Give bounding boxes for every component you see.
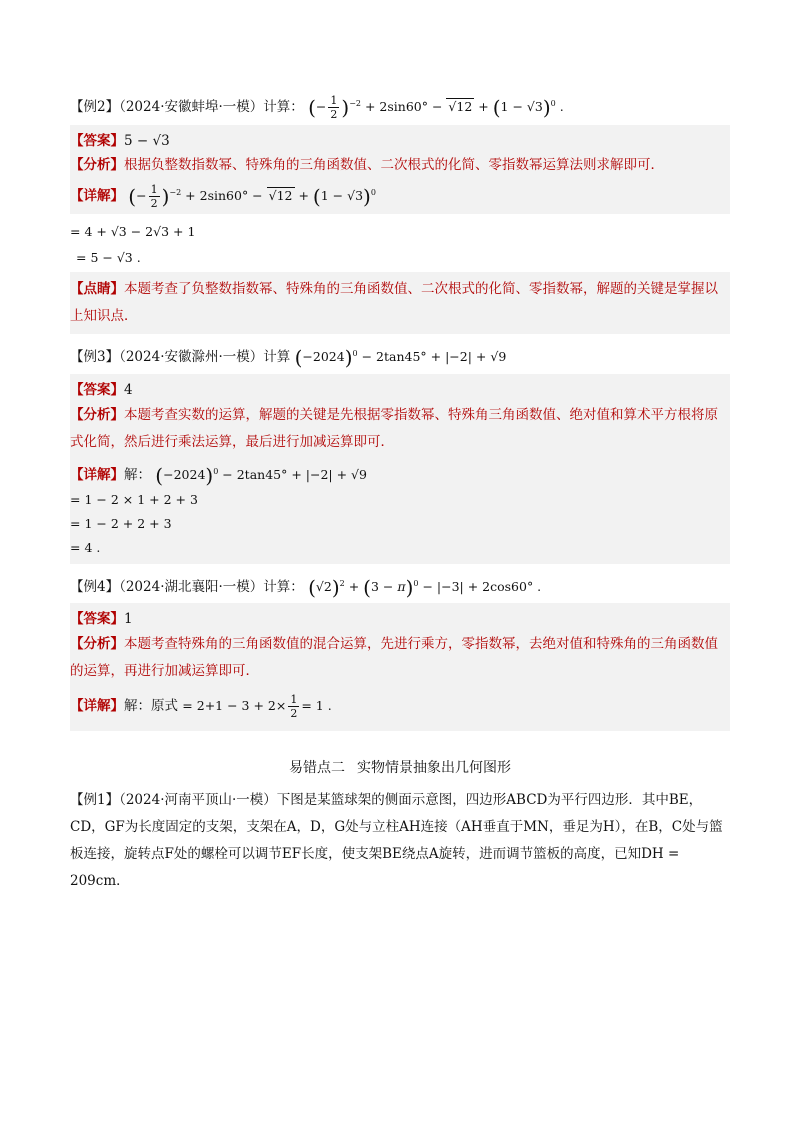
- ex3-analysis-tag: 【分析】: [70, 406, 124, 423]
- ex2-answer-tag: 【答案】: [70, 133, 124, 150]
- ex3-analysis: 本题考查实数的运算，解题的关键是先根据零指数幂、特殊角三角函数值、绝对值和算术平方根将原式化简，然后进行乘法运算，最后进行加减运算即可．: [70, 406, 718, 450]
- ex2-solution-block: [70, 125, 730, 214]
- ex4-detail-end: = 1 .: [301, 698, 332, 714]
- document-body: [70, 92, 730, 895]
- ex3-answer: 4: [124, 381, 133, 398]
- ex2-prompt: 计算：: [263, 99, 304, 116]
- ex3-question: [70, 342, 730, 370]
- ex2-expression: (− $\frac{1}{2}$ )$^{-2} + 2\sin 60^\circ - √12 + (1 - √3)^0$ .: [308, 94, 564, 122]
- ex2-analysis-tag: 【分析】: [70, 157, 124, 174]
- ex4-expression: $(√2)^2 + (3 - \pi)^0 - |-3| + 2\cos 60^\circ$ .: [308, 575, 542, 600]
- ex3-source: （2024·安徽滁州·一模）: [119, 349, 264, 366]
- ex1-text: 下图是某篮球架的侧面示意图，四边形ABCD为平行四边形．其中BE，CD，GF为长度固定的支架，支架在A，D，G处与立柱AH连接（AH垂直于MN，垂足为H），在B，C处与篮板连接，旋转点F处的螺栓可以调节EF长度，使支架BE绕点A旋转，进而调节篮板的高度，已知DH = 209cm．: [70, 792, 723, 890]
- ex3-expression: $(-2024)^0 - 2\tan 45^\circ + |-2| + √9$: [294, 345, 507, 370]
- ex3-prompt: 计算: [263, 349, 291, 366]
- ex4-detail-expression: = 2+1 − 3 + 2×: [182, 698, 287, 714]
- ex4-solution-block: 【答案】1 【分析】本题考查特殊角的三角函数值的混合运算，先进行乘方，零指数幂，去绝对值和特殊角的三角函数值的运算，再进行加减运算即可． 【详解】解：原式 = 2+1 − 3 + 2× $\frac{1}{2}$ = 1 .: [70, 603, 730, 731]
- ex2-question: [70, 92, 730, 121]
- ex4-answer-tag: 【答案】: [70, 611, 124, 628]
- ex2-detail-tag: 【详解】: [70, 188, 124, 205]
- ex2-label: 【例2】: [70, 99, 120, 116]
- ex4-analysis: 本题考查特殊角的三角函数值的混合运算，先进行乘方，零指数幂，去绝对值和特殊角的三角函数值的运算，再进行加减运算即可．: [70, 636, 718, 680]
- ex3-step3: = 4 .: [70, 539, 101, 555]
- ex2-analysis: 根据负整数指数幂、特殊角的三角函数值、二次根式的化简、零指数幂运算法则求解即可．: [124, 157, 664, 174]
- ex3-detail-tag: 【详解】: [70, 467, 124, 484]
- ex2-step1: = 4 + √3 − 2√3 + 1: [70, 224, 196, 240]
- ex3-solution-block: [70, 374, 730, 564]
- ex2-detail-expression: (− $\frac{1}{2}$ )$^{-2} + 2\sin 60^\circ - √12 + (1 - √3)^0$: [128, 183, 376, 211]
- ex2-step2: = 5 − √3 .: [76, 250, 141, 266]
- ex2-answer: 5 − √3: [124, 133, 170, 150]
- ex4-analysis-tag: 【分析】: [70, 636, 124, 653]
- ex4-detail-prefix: 解：原式: [124, 698, 178, 715]
- ex4-detail-tag: 【详解】: [70, 698, 124, 715]
- ex3-answer-tag: 【答案】: [70, 381, 124, 398]
- ex3-detail-expression: $(-2024)^0 - 2\tan 45^\circ + |-2| + √9$: [155, 463, 367, 488]
- ex4-question: [70, 572, 730, 600]
- ex1-question: [70, 787, 730, 895]
- ex3-step1: = 1 − 2 × 1 + 2 + 3: [70, 491, 198, 507]
- ex2-comment-block: [70, 272, 730, 334]
- ex2-comment-tag: 【点睛】: [70, 281, 124, 298]
- ex1-source: （2024·河南平顶山·一模）: [119, 792, 277, 809]
- ex3-detail-prefix: 解：: [124, 467, 151, 484]
- ex4-label: 【例4】: [70, 578, 120, 595]
- section-heading: [70, 757, 730, 777]
- ex2-source: （2024·安徽蚌埠·一模）: [119, 99, 264, 116]
- ex3-label: 【例3】: [70, 349, 120, 366]
- section-heading-part1: 易错点二: [289, 760, 345, 777]
- ex1-label: 【例1】: [70, 792, 120, 809]
- ex4-answer: 1: [124, 611, 133, 628]
- ex4-prompt: 计算：: [263, 578, 304, 595]
- ex3-step2: = 1 − 2 + 2 + 3: [70, 515, 172, 531]
- section-heading-part2: 实物情景抽象出几何图形: [357, 760, 511, 777]
- ex2-comment: 本题考查了负整数指数幂、特殊角的三角函数值、二次根式的化简、零指数幂，解题的关键是掌握以上知识点．: [70, 281, 718, 325]
- ex4-source: （2024·湖北襄阳·一模）: [119, 578, 264, 595]
